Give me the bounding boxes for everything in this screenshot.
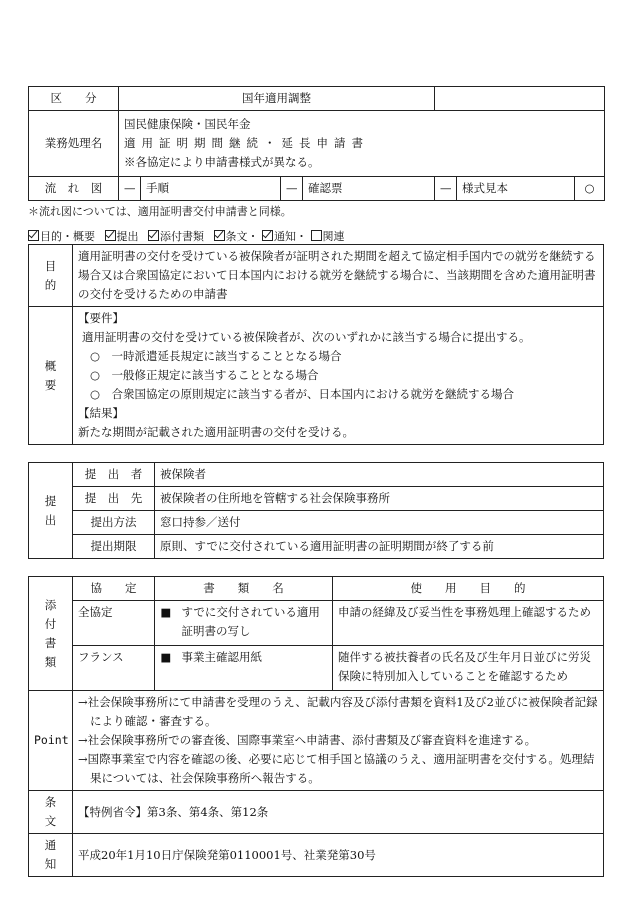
attachments-table — [28, 576, 604, 877]
business-cell — [119, 111, 605, 177]
overview-cell — [73, 307, 604, 445]
header-table — [28, 86, 605, 201]
business-line-3: ※各協定により申請書様式が異なる。 — [124, 155, 320, 169]
purpose-table — [28, 244, 604, 445]
attachments-header-purpose: 使 用 目 的 — [333, 577, 604, 601]
submission-key: 提出方法 — [73, 511, 155, 535]
requirement-item: ○ 一般修正規定に該当することとなる場合 — [90, 368, 319, 382]
business-line-2: 適用証明期間継続・延長申請書 — [124, 136, 369, 150]
checkbox-unchecked-icon — [311, 230, 322, 241]
submission-value: 被保険者 — [155, 463, 604, 487]
point-item: →社会保険事務所にて申請書を受理のうえ、記載内容及び添付書類を資料1及び2並びに被保険者記録により確認・審査する。 — [78, 695, 598, 728]
flow-mark-2: — — [281, 177, 303, 201]
attachments-header-agreement: 協 定 — [73, 577, 155, 601]
point-label: Point — [29, 691, 73, 791]
overview-label: 概 要 — [29, 307, 73, 445]
submission-value: 被保険者の住所地を管轄する社会保険事務所 — [155, 487, 604, 511]
submission-key: 提 出 先 — [73, 487, 155, 511]
attachments-header-document: 書 類 名 — [155, 577, 333, 601]
checkbox-submission[interactable]: 提出 — [105, 230, 139, 243]
attachment-agreement: 全協定 — [73, 601, 155, 646]
checkbox-checked-icon — [214, 230, 225, 241]
checkbox-row — [28, 228, 345, 244]
notice-label: 通 知 — [29, 834, 73, 877]
point-item: →社会保険事務所での審査後、国際事業室へ申請書、添付書類及び審査資料を進達する。 — [78, 733, 537, 747]
checkbox-checked-icon — [105, 230, 116, 241]
requirements-intro: 適用証明書の交付を受けている被保険者が、次のいずれかに該当する場合に提出する。 — [82, 330, 531, 344]
attachment-document: すでに交付されている適用証明書の写し — [177, 601, 333, 646]
square-bullet-icon: ■ — [155, 646, 177, 691]
flow-label: 流 れ 図 — [29, 177, 119, 201]
point-cell — [73, 691, 604, 791]
square-bullet-icon: ■ — [155, 601, 177, 646]
submission-key: 提出期限 — [73, 535, 155, 559]
result-text: 新たな期間が記載された適用証明書の交付を受ける。 — [78, 425, 354, 439]
flow-item-sample[interactable]: 様式見本 — [457, 177, 575, 201]
purpose-label: 目 的 — [29, 245, 73, 307]
attachment-purpose: 随伴する被扶養者の氏名及び生年月日並びに労災保険に特別加入していることを確認するため — [333, 646, 604, 691]
checkbox-attachments[interactable]: 添付書類 — [148, 230, 204, 243]
notice-text: 平成20年1月10日庁保険発第0110001号、社業発第30号 — [73, 834, 604, 877]
checkbox-articles[interactable]: 条文・ — [214, 230, 259, 243]
purpose-text: 適用証明書の交付を受けている被保険者が証明された期間を超えて協定相手国内での就労を継続する場合又は合衆国協定において日本国内における就労を継続する場合に、当該期間を含めた適用証明書の交付を受けるための申請書 — [73, 245, 604, 307]
checkbox-purpose[interactable]: 目的・概要 — [28, 230, 95, 243]
flow-item-procedure[interactable]: 手順 — [141, 177, 281, 201]
checkbox-checked-icon — [148, 230, 159, 241]
checkbox-notice[interactable]: 通知・ — [262, 230, 307, 243]
submission-label: 提 出 — [29, 463, 73, 559]
checkbox-checked-icon — [28, 230, 39, 241]
point-item: →国際事業室で内容を確認の後、必要に応じて相手国と協議のうえ、適用証明書を交付する。処理結果については、社会保険事務所へ報告する。 — [78, 752, 595, 785]
attachment-document: 事業主確認用紙 — [177, 646, 333, 691]
requirement-item: ○ 合衆国協定の原則規定に該当する者が、日本国内における就労を継続する場合 — [90, 387, 515, 401]
attachment-purpose: 申請の経緯及び妥当性を事務処理上確認するため — [333, 601, 604, 646]
attachments-label: 添 付 書 類 — [29, 577, 73, 691]
articles-label: 条 文 — [29, 791, 73, 834]
checkbox-related[interactable]: 関連 — [311, 230, 345, 243]
submission-value: 原則、すでに交付されている適用証明書の証明期間が終了する前 — [155, 535, 604, 559]
flow-mark-1: — — [119, 177, 141, 201]
flow-note: ＊流れ図については、適用証明書交付申請書と同様。 — [28, 205, 292, 218]
requirements-heading: 【要件】 — [78, 311, 124, 325]
submission-table — [28, 462, 604, 559]
attachment-agreement: フランス — [73, 646, 155, 691]
submission-value: 窓口持参／送付 — [155, 511, 604, 535]
checkbox-checked-icon — [262, 230, 273, 241]
submission-key: 提 出 者 — [73, 463, 155, 487]
result-heading: 【結果】 — [78, 406, 124, 420]
flow-item-checklist[interactable]: 確認票 — [303, 177, 435, 201]
flow-mark-3: — — [435, 177, 457, 201]
division-label: 区 分 — [29, 87, 119, 111]
requirement-item: ○ 一時派遣延長規定に該当することとなる場合 — [90, 349, 342, 363]
articles-text: 【特例省令】第3条、第4条、第12条 — [73, 791, 604, 834]
business-label: 業務処理名 — [29, 111, 119, 177]
flow-end-mark: ○ — [575, 177, 605, 201]
business-line-1: 国民健康保険・国民年金 — [124, 117, 251, 131]
division-value: 国年適用調整 — [119, 87, 435, 111]
